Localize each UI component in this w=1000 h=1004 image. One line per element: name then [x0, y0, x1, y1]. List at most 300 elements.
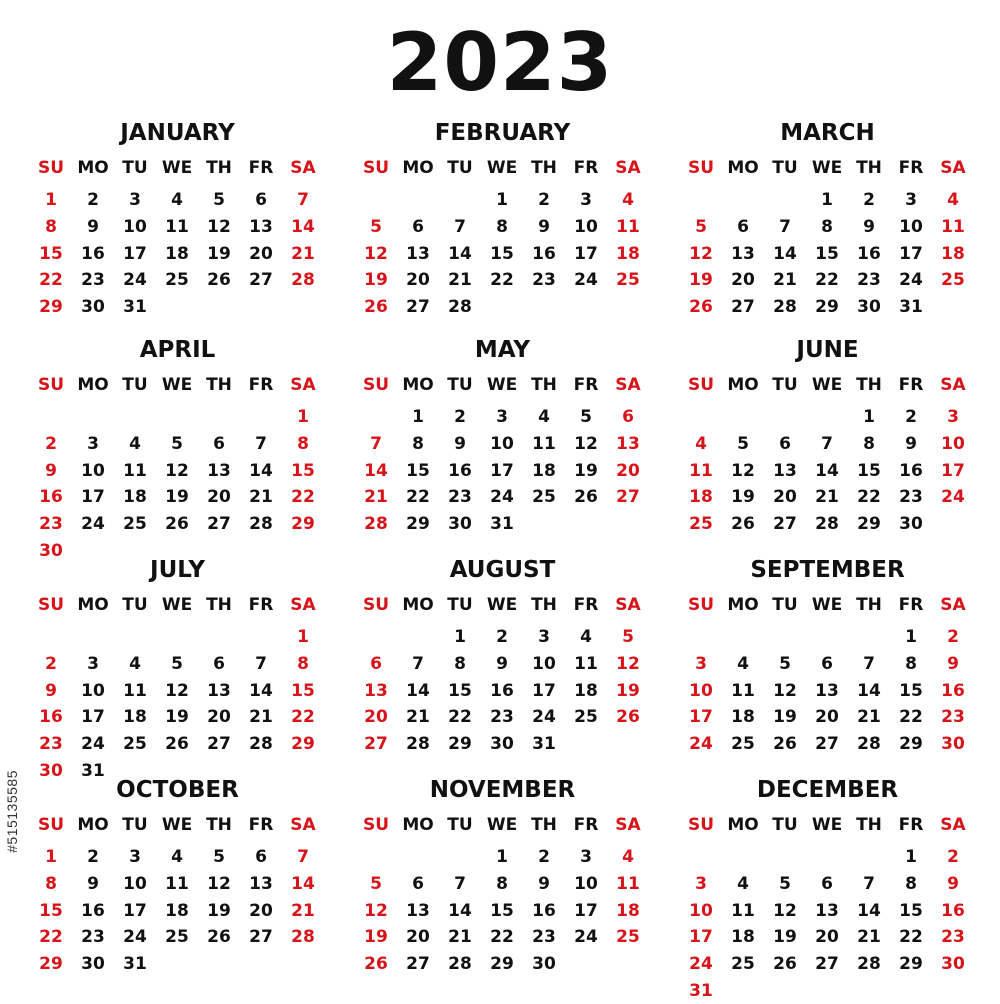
day-cell: 13 [249, 874, 273, 895]
weekday-label: TH [531, 375, 557, 395]
day-cell: 24 [123, 927, 147, 948]
day-cell: 3 [947, 407, 959, 428]
week-row [680, 924, 975, 951]
day-cell: 24 [574, 927, 598, 948]
weekday-label: TH [206, 595, 232, 615]
week-row [680, 651, 975, 678]
day-cell: 11 [616, 874, 640, 895]
day-cell: 28 [249, 514, 273, 535]
day-cell: 18 [616, 243, 640, 264]
day-cell: 9 [496, 654, 508, 675]
day-cell: 23 [39, 734, 63, 755]
day-cell: 29 [39, 954, 63, 975]
day-cell: 9 [87, 217, 99, 238]
day-cell: 20 [249, 243, 273, 264]
day-cell: 10 [123, 217, 147, 238]
day-cell: 19 [207, 243, 231, 264]
day-cell: 15 [815, 243, 839, 264]
day-cell: 17 [490, 460, 514, 481]
day-cell: 30 [81, 954, 105, 975]
day-cell: 6 [255, 847, 267, 868]
weekday-header [355, 586, 650, 624]
day-cell: 19 [616, 680, 640, 701]
day-cell: 27 [207, 514, 231, 535]
week-row [680, 731, 975, 758]
day-cell: 26 [773, 734, 797, 755]
day-cell: 31 [899, 297, 923, 318]
day-cell: 24 [532, 707, 556, 728]
day-cell: 17 [689, 927, 713, 948]
day-cell: 9 [45, 460, 57, 481]
day-cell: 1 [496, 190, 508, 211]
day-cell: 4 [947, 190, 959, 211]
day-cell: 27 [815, 954, 839, 975]
week-row [355, 187, 650, 214]
day-cell: 21 [448, 927, 472, 948]
day-cell: 20 [773, 487, 797, 508]
day-cell: 15 [448, 680, 472, 701]
day-cell: 27 [207, 734, 231, 755]
day-cell: 6 [737, 217, 749, 238]
day-cell: 2 [905, 407, 917, 428]
day-cell: 21 [364, 487, 388, 508]
day-cell: 2 [947, 847, 959, 868]
day-cell: 15 [291, 680, 315, 701]
day-cell: 7 [297, 847, 309, 868]
weekday-label: FR [898, 375, 924, 395]
month-july [30, 554, 325, 784]
weekday-label: TU [122, 158, 148, 178]
day-cell: 10 [941, 434, 965, 455]
day-cell: 11 [165, 874, 189, 895]
weekday-label: WE [486, 815, 518, 835]
day-cell: 27 [249, 270, 273, 291]
day-cell: 21 [857, 927, 881, 948]
weekday-label: MO [77, 375, 109, 395]
month-april [30, 334, 325, 564]
week-row [355, 240, 650, 267]
day-cell: 5 [370, 874, 382, 895]
week-row [680, 624, 975, 651]
day-cell: 11 [731, 680, 755, 701]
week-row [680, 951, 975, 978]
day-cell: 22 [291, 707, 315, 728]
day-cell: 1 [863, 407, 875, 428]
week-row [680, 431, 975, 458]
day-cell: 18 [731, 927, 755, 948]
day-cell: 10 [81, 460, 105, 481]
weekday-label: FR [573, 158, 599, 178]
day-cell: 30 [941, 734, 965, 755]
day-cell: 9 [863, 217, 875, 238]
weekday-label: FR [898, 815, 924, 835]
day-cell: 3 [496, 407, 508, 428]
week-row [30, 240, 325, 267]
day-cell: 1 [905, 627, 917, 648]
weekday-header [680, 366, 975, 404]
weekday-label: WE [486, 595, 518, 615]
day-cell: 16 [81, 900, 105, 921]
day-cell: 31 [123, 954, 147, 975]
day-cell: 5 [737, 434, 749, 455]
day-cell: 7 [454, 874, 466, 895]
weekday-label: MO [402, 595, 434, 615]
weekday-label: SA [290, 375, 316, 395]
month-december [680, 774, 975, 1004]
day-cell: 25 [731, 734, 755, 755]
weekday-label: MO [77, 815, 109, 835]
day-cell: 10 [689, 680, 713, 701]
month-name: JULY [150, 557, 205, 583]
day-cell: 15 [39, 243, 63, 264]
weekday-label: TH [206, 375, 232, 395]
day-cell: 8 [496, 217, 508, 238]
day-cell: 23 [81, 927, 105, 948]
day-cell: 28 [448, 954, 472, 975]
day-cell: 8 [454, 654, 466, 675]
weekday-label: MO [77, 158, 109, 178]
week-row [355, 267, 650, 294]
week-row [680, 267, 975, 294]
weekday-label: SU [362, 375, 390, 395]
weekday-label: SU [687, 375, 715, 395]
day-cell: 13 [406, 900, 430, 921]
day-cell: 5 [213, 190, 225, 211]
day-cell: 17 [689, 707, 713, 728]
day-cell: 5 [171, 654, 183, 675]
month-name: MARCH [780, 120, 875, 146]
day-cell: 28 [857, 954, 881, 975]
day-cell: 23 [490, 707, 514, 728]
weekday-label: TH [856, 375, 882, 395]
day-cell: 6 [821, 874, 833, 895]
day-cell: 5 [580, 407, 592, 428]
weekday-label: SU [362, 595, 390, 615]
day-cell: 8 [45, 874, 57, 895]
weekday-label: WE [161, 815, 193, 835]
day-cell: 1 [496, 847, 508, 868]
day-cell: 13 [207, 460, 231, 481]
day-cell: 7 [255, 434, 267, 455]
day-cell: 20 [731, 270, 755, 291]
day-cell: 12 [731, 460, 755, 481]
day-cell: 15 [899, 900, 923, 921]
day-cell: 13 [815, 900, 839, 921]
day-cell: 13 [364, 680, 388, 701]
day-cell: 13 [616, 434, 640, 455]
day-cell: 8 [412, 434, 424, 455]
day-cell: 14 [291, 874, 315, 895]
weekday-label: WE [811, 595, 843, 615]
day-cell: 2 [45, 654, 57, 675]
day-cell: 17 [574, 900, 598, 921]
weekday-label: FR [248, 375, 274, 395]
month-name: FEBRUARY [434, 120, 571, 146]
day-cell: 4 [129, 434, 141, 455]
day-cell: 5 [370, 217, 382, 238]
day-cell: 28 [291, 270, 315, 291]
weekday-label: FR [248, 595, 274, 615]
day-cell: 1 [297, 627, 309, 648]
day-cell: 14 [291, 217, 315, 238]
weekday-header [355, 806, 650, 844]
day-cell: 12 [364, 900, 388, 921]
week-row [30, 897, 325, 924]
day-cell: 9 [538, 874, 550, 895]
weekday-header [680, 806, 975, 844]
weekday-label: TH [206, 815, 232, 835]
day-cell: 6 [821, 654, 833, 675]
day-cell: 31 [81, 760, 105, 781]
day-cell: 1 [905, 847, 917, 868]
day-cell: 20 [815, 927, 839, 948]
week-row [355, 897, 650, 924]
weekday-label: SU [37, 595, 65, 615]
day-cell: 17 [81, 487, 105, 508]
day-cell: 5 [171, 434, 183, 455]
day-cell: 17 [899, 243, 923, 264]
day-cell: 3 [905, 190, 917, 211]
day-cell: 2 [496, 627, 508, 648]
weekday-label: FR [248, 158, 274, 178]
day-cell: 21 [249, 487, 273, 508]
day-cell: 3 [695, 654, 707, 675]
day-cell: 26 [207, 270, 231, 291]
week-row [355, 624, 650, 651]
weekday-label: FR [573, 815, 599, 835]
day-cell: 17 [81, 707, 105, 728]
day-cell: 7 [297, 190, 309, 211]
day-cell: 8 [297, 434, 309, 455]
weekday-header [30, 366, 325, 404]
day-cell: 3 [580, 847, 592, 868]
day-cell: 26 [207, 927, 231, 948]
weekday-label: TU [772, 595, 798, 615]
day-cell: 3 [129, 847, 141, 868]
weekday-label: FR [898, 595, 924, 615]
day-cell: 13 [249, 217, 273, 238]
day-cell: 29 [857, 514, 881, 535]
day-cell: 16 [941, 900, 965, 921]
day-cell: 2 [45, 434, 57, 455]
day-cell: 26 [574, 487, 598, 508]
day-cell: 25 [941, 270, 965, 291]
day-cell: 11 [616, 217, 640, 238]
week-row [30, 871, 325, 898]
day-cell: 12 [207, 874, 231, 895]
day-cell: 5 [213, 847, 225, 868]
day-cell: 14 [815, 460, 839, 481]
weekday-label: SU [687, 595, 715, 615]
weekday-label: SU [37, 375, 65, 395]
day-cell: 22 [490, 927, 514, 948]
day-cell: 24 [574, 270, 598, 291]
day-cell: 19 [165, 707, 189, 728]
day-cell: 29 [406, 514, 430, 535]
day-cell: 25 [532, 487, 556, 508]
day-cell: 17 [532, 680, 556, 701]
day-cell: 23 [39, 514, 63, 535]
day-cell: 10 [899, 217, 923, 238]
day-cell: 22 [406, 487, 430, 508]
weekday-label: SU [37, 815, 65, 835]
day-cell: 23 [81, 270, 105, 291]
day-cell: 21 [448, 270, 472, 291]
day-cell: 22 [490, 270, 514, 291]
month-march [680, 117, 975, 320]
day-cell: 19 [773, 707, 797, 728]
day-cell: 24 [941, 487, 965, 508]
day-cell: 12 [165, 680, 189, 701]
day-cell: 24 [123, 270, 147, 291]
day-cell: 20 [364, 707, 388, 728]
day-cell: 13 [815, 680, 839, 701]
day-cell: 17 [941, 460, 965, 481]
day-cell: 23 [899, 487, 923, 508]
weekday-label: TU [772, 158, 798, 178]
day-cell: 3 [87, 434, 99, 455]
day-cell: 6 [370, 654, 382, 675]
day-cell: 7 [821, 434, 833, 455]
day-cell: 18 [616, 900, 640, 921]
day-cell: 4 [171, 847, 183, 868]
month-october [30, 774, 325, 977]
weekday-label: TH [856, 158, 882, 178]
weekday-label: SU [37, 158, 65, 178]
day-cell: 26 [165, 734, 189, 755]
day-cell: 18 [123, 707, 147, 728]
day-cell: 30 [448, 514, 472, 535]
day-cell: 9 [947, 654, 959, 675]
day-cell: 14 [857, 900, 881, 921]
month-november [355, 774, 650, 977]
weekday-label: WE [811, 158, 843, 178]
weekday-label: MO [77, 595, 109, 615]
week-row [30, 457, 325, 484]
week-row [355, 651, 650, 678]
day-cell: 20 [207, 487, 231, 508]
day-cell: 6 [622, 407, 634, 428]
weekday-label: SA [615, 815, 641, 835]
day-cell: 7 [454, 217, 466, 238]
week-row [30, 214, 325, 241]
day-cell: 21 [773, 270, 797, 291]
weekday-label: TH [206, 158, 232, 178]
week-row [30, 951, 325, 978]
day-cell: 25 [574, 707, 598, 728]
day-cell: 11 [165, 217, 189, 238]
weekday-label: MO [727, 375, 759, 395]
day-cell: 21 [406, 707, 430, 728]
day-cell: 14 [773, 243, 797, 264]
day-cell: 27 [249, 927, 273, 948]
day-cell: 15 [490, 243, 514, 264]
weekday-header [680, 149, 975, 187]
day-cell: 28 [448, 297, 472, 318]
week-row [680, 484, 975, 511]
day-cell: 2 [87, 847, 99, 868]
week-row [680, 977, 975, 1004]
weekday-label: TH [856, 815, 882, 835]
day-cell: 9 [45, 680, 57, 701]
day-cell: 23 [857, 270, 881, 291]
day-cell: 12 [689, 243, 713, 264]
day-cell: 22 [899, 707, 923, 728]
day-cell: 2 [947, 627, 959, 648]
week-row [355, 214, 650, 241]
day-cell: 30 [490, 734, 514, 755]
day-cell: 12 [574, 434, 598, 455]
day-cell: 2 [454, 407, 466, 428]
day-cell: 14 [448, 900, 472, 921]
week-row [30, 924, 325, 951]
week-row [680, 240, 975, 267]
day-cell: 10 [81, 680, 105, 701]
day-cell: 15 [857, 460, 881, 481]
week-row [355, 404, 650, 431]
day-cell: 2 [87, 190, 99, 211]
day-cell: 31 [490, 514, 514, 535]
weekday-header [30, 586, 325, 624]
day-cell: 26 [689, 297, 713, 318]
week-row [30, 404, 325, 431]
day-cell: 25 [731, 954, 755, 975]
day-cell: 6 [412, 874, 424, 895]
weekday-label: FR [573, 595, 599, 615]
day-cell: 16 [39, 487, 63, 508]
day-cell: 23 [941, 707, 965, 728]
day-cell: 18 [731, 707, 755, 728]
weekday-label: TH [856, 595, 882, 615]
weekday-label: SA [940, 595, 966, 615]
weekday-label: SA [290, 815, 316, 835]
day-cell: 16 [448, 460, 472, 481]
day-cell: 10 [490, 434, 514, 455]
month-august [355, 554, 650, 757]
day-cell: 5 [779, 654, 791, 675]
day-cell: 16 [39, 707, 63, 728]
month-name: OCTOBER [116, 777, 239, 803]
day-cell: 24 [689, 954, 713, 975]
stock-id-label: #515135585 [4, 770, 20, 853]
day-cell: 22 [899, 927, 923, 948]
week-row [30, 651, 325, 678]
month-february [355, 117, 650, 320]
weekday-label: SU [362, 158, 390, 178]
day-cell: 16 [81, 243, 105, 264]
day-cell: 6 [255, 190, 267, 211]
weekday-label: WE [161, 375, 193, 395]
weekday-label: TU [447, 375, 473, 395]
day-cell: 8 [297, 654, 309, 675]
day-cell: 16 [532, 243, 556, 264]
day-cell: 26 [773, 954, 797, 975]
month-name: JANUARY [120, 120, 235, 146]
day-cell: 30 [39, 760, 63, 781]
weekday-label: MO [727, 595, 759, 615]
day-cell: 21 [291, 900, 315, 921]
day-cell: 28 [364, 514, 388, 535]
day-cell: 11 [532, 434, 556, 455]
day-cell: 18 [574, 680, 598, 701]
day-cell: 12 [364, 243, 388, 264]
day-cell: 1 [45, 190, 57, 211]
day-cell: 17 [574, 243, 598, 264]
year-title: 2023 [386, 16, 614, 109]
day-cell: 12 [773, 680, 797, 701]
weekday-label: FR [573, 375, 599, 395]
week-row [680, 677, 975, 704]
